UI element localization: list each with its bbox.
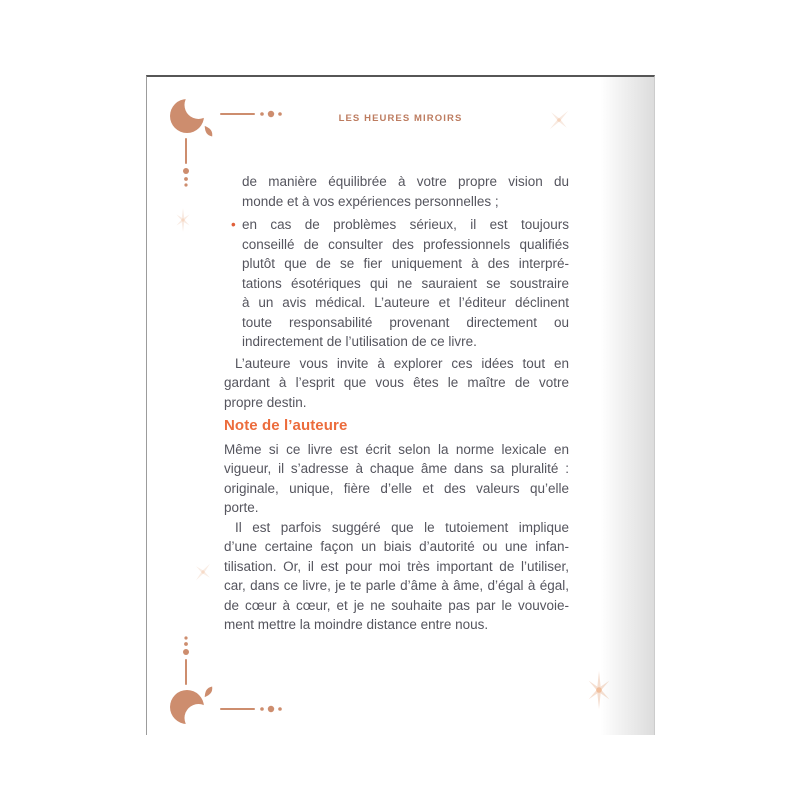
- six-point-sparkle-icon: [170, 207, 196, 233]
- four-point-sparkle-icon: [544, 105, 574, 135]
- book-page: [146, 75, 655, 735]
- paragraph-author-invite: L’auteure vous invite à explorer ces idées tout en gardant à l’esprit que vous êtes le maître de votre propre destin.: [224, 355, 569, 410]
- paragraph-continuation: de manière équilibrée à votre propre vision du monde et à vos expériences personnelles ;: [242, 174, 569, 209]
- running-title: LES HEURES MIROIRS: [338, 113, 463, 124]
- page-content: [224, 172, 569, 635]
- six-point-sparkle-icon: [578, 669, 620, 711]
- section-heading-note: Note de l’auteure: [224, 417, 348, 434]
- bullet-dot-icon: •: [231, 217, 236, 232]
- crescent-moon-ornament-bottom-icon: [165, 630, 295, 730]
- paragraph-norme-lexicale: Même si ce livre est écrit selon la norme lexicale en vigueur, il s’adresse à chaque âme dans sa pluralité : originale, unique, fière d’elle et des valeurs qu’elle porte.: [224, 441, 569, 515]
- bullet-item: [224, 215, 569, 352]
- four-point-sparkle-icon: [190, 559, 216, 585]
- bullet-item-text: en cas de problèmes sérieux, il est toujours conseillé de consulter des professionnels qualifiés plutôt que de se fier uniquement à des interpré- tations ésotériques qui ne sauraient se soustraire à un avis médical. L’auteure et l’éditeur déclinent toute responsabilité provenant directement ou indirectement de l’utilisation de ce livre.: [242, 217, 569, 349]
- paragraph-tutoiement: Il est parfois suggéré que le tutoiement implique d’une certaine façon un biais d’autorité ou une infan- tilisation. Or, il est pour moi très important de l’utiliser, car, dans ce livre, je te parle d’âme à âme, d’égal à égal, de cœur à cœur, et je ne souhaite pas par le vouvoie- ment mettre la moindre distance entre nous.: [224, 519, 569, 632]
